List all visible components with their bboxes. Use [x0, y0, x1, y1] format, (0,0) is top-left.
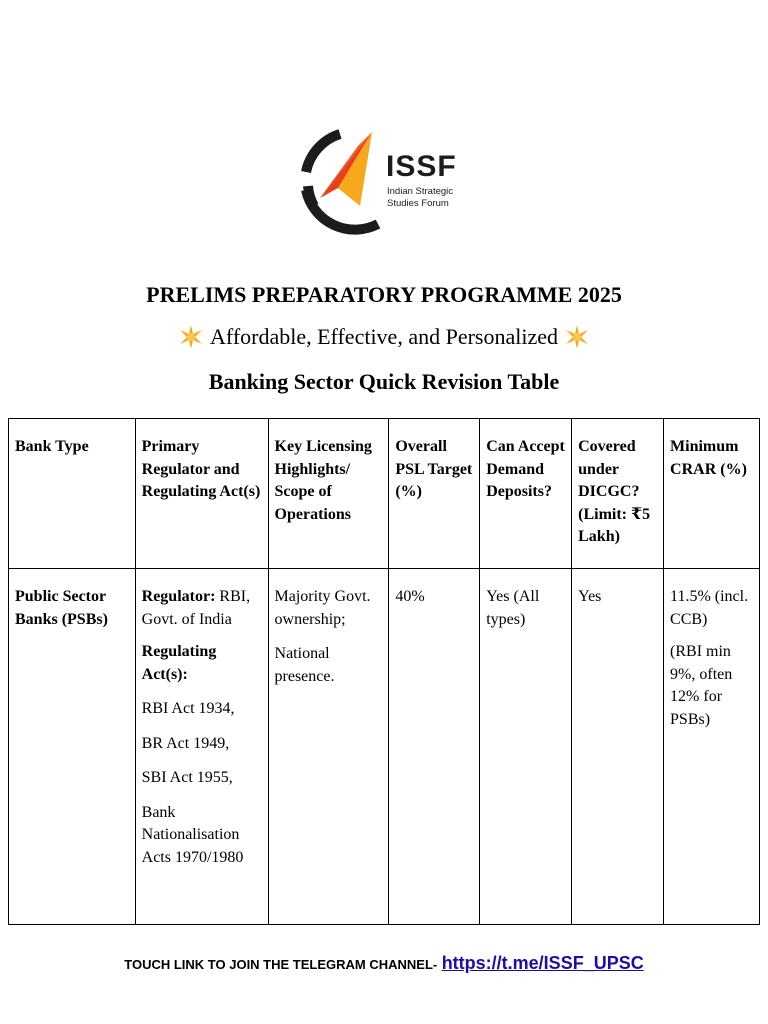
cell-psl-target: 40% — [389, 569, 480, 925]
brand-name: ISSF — [386, 150, 457, 183]
header-bank-type: Bank Type — [9, 419, 136, 569]
cell-demand-deposits: Yes (All types) — [480, 569, 572, 925]
crar-item: (RBI min 9%, often 12% for PSBs) — [670, 643, 733, 728]
telegram-link[interactable]: https://t.me/ISSF_UPSC — [441, 953, 644, 973]
regulator-value: RBI, Govt. of India — [141, 588, 251, 628]
header-dicgc: Covered under DICGC? (Limit: ₹5 Lakh) — [572, 419, 664, 569]
tagline-row — [0, 324, 768, 350]
brand-subtitle-line2: Studies Forum — [387, 198, 449, 209]
footer-label: TOUCH LINK TO JOIN THE TELEGRAM CHANNEL- — [124, 957, 438, 972]
header-psl-target: Overall PSL Target (%) — [389, 419, 480, 569]
table-header-row — [9, 419, 760, 569]
cell-crar — [664, 569, 760, 925]
act-item: SBI Act 1955, — [141, 769, 233, 786]
logo-emblem-icon — [300, 128, 384, 240]
brand-subtitle — [387, 186, 477, 210]
cell-licensing — [268, 569, 389, 925]
header-crar: Minimum CRAR (%) — [664, 419, 760, 569]
header-regulator: Primary Regulator and Regulating Act(s) — [135, 419, 268, 569]
header-licensing: Key Licensing Highlights/ Scope of Operations — [268, 419, 389, 569]
header-demand-deposits: Can Accept Demand Deposits? — [480, 419, 572, 569]
cell-regulator — [135, 569, 268, 925]
revision-table — [8, 418, 760, 925]
brand-subtitle-line1: Indian Strategic — [387, 186, 454, 197]
footer — [0, 953, 768, 974]
sparkle-icon — [564, 324, 590, 350]
act-item: BR Act 1949, — [141, 734, 230, 752]
cell-dicgc: Yes — [572, 569, 664, 925]
regulator-label: Regulator: — [141, 588, 216, 605]
table-row — [9, 569, 760, 925]
acts-label: Regulating Act(s): — [141, 643, 217, 683]
act-item: Bank Nationalisation Acts 1970/1980 — [141, 803, 244, 866]
crar-item: 11.5% (incl. CCB) — [670, 588, 749, 628]
licensing-item: National presence. — [274, 645, 335, 685]
issf-logo — [300, 128, 470, 240]
licensing-item: Majority Govt. ownership; — [274, 588, 371, 628]
sparkle-icon — [178, 324, 204, 350]
table-title: Banking Sector Quick Revision Table — [208, 369, 560, 394]
programme-title: PRELIMS PREPARATORY PROGRAMME 2025 — [146, 282, 622, 307]
act-item: RBI Act 1934, — [141, 700, 235, 717]
cell-bank-type: Public Sector Banks (PSBs) — [9, 569, 136, 925]
tagline: Affordable, Effective, and Personalized — [210, 324, 558, 349]
